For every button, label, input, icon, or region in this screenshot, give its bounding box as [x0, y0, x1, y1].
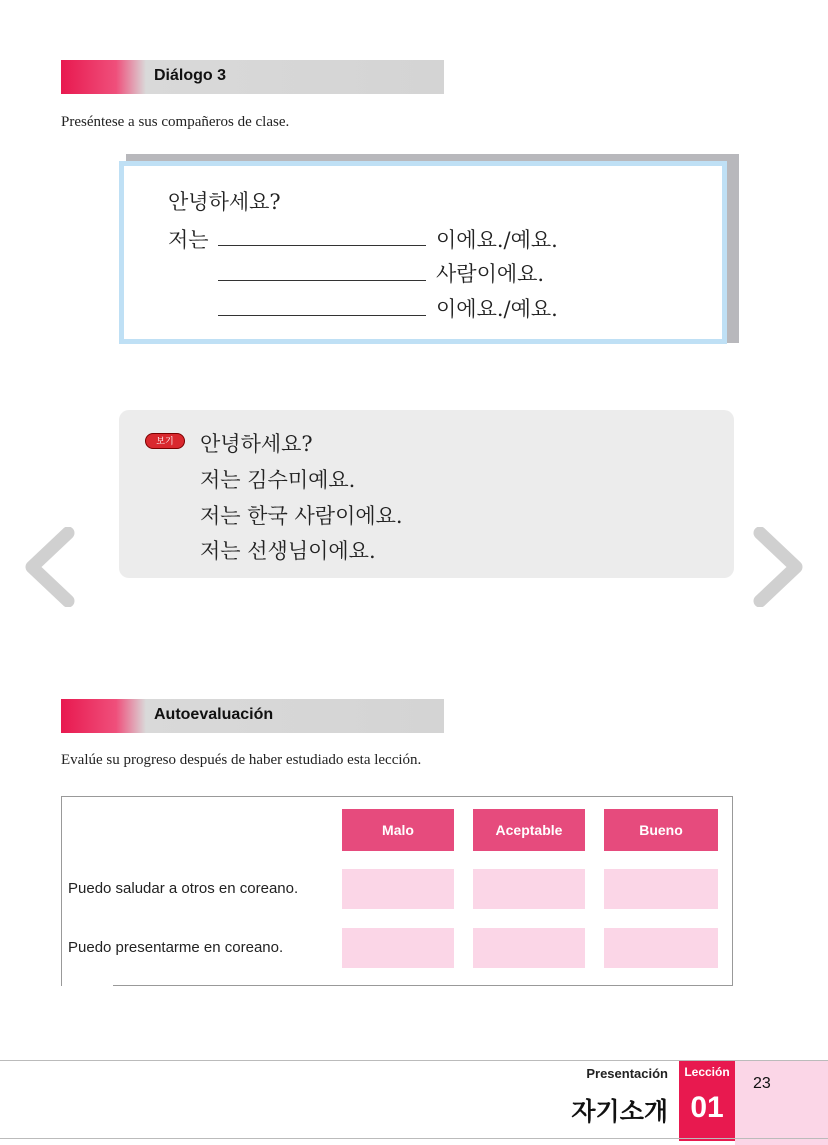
autoevaluacion-header-text: Autoevaluación	[154, 706, 274, 723]
evaluation-table-bottom-rule	[113, 985, 733, 986]
footer-bottom-rule	[0, 1138, 828, 1139]
rating-cell-aceptable[interactable]	[473, 928, 585, 968]
example-line: 저는 선생님이에요.	[200, 539, 376, 563]
nationality-blank-line[interactable]	[218, 280, 426, 281]
evaluation-row-label: Puedo presentarme en coreano.	[68, 939, 284, 956]
column-header-malo: Malo	[342, 809, 454, 851]
lesson-badge	[679, 1061, 735, 1141]
footer-page-strip	[735, 1061, 828, 1145]
dialog-line3-suffix: 이에요./예요.	[436, 297, 558, 321]
autoevaluacion-section-header	[61, 699, 444, 733]
rating-cell-bueno[interactable]	[604, 928, 718, 968]
dialog-line1-suffix: 이에요./예요.	[436, 228, 558, 252]
footer-section-name: Presentación	[586, 1066, 668, 1081]
rating-cell-aceptable[interactable]	[473, 869, 585, 909]
page-number: 23	[753, 1075, 771, 1092]
autoevaluacion-instruction: Evalúe su progreso después de haber estudiado esta lección.	[61, 752, 422, 768]
column-header-aceptable: Aceptable	[473, 809, 585, 851]
dialogo-section-header	[61, 60, 444, 94]
rating-cell-bueno[interactable]	[604, 869, 718, 909]
dialogo-header-text: Diálogo 3	[154, 67, 227, 84]
dialog-greeting: 안녕하세요?	[168, 190, 281, 214]
name-blank-line[interactable]	[218, 245, 426, 246]
chevron-right-icon[interactable]	[750, 527, 810, 607]
example-badge: 보기	[145, 433, 185, 449]
column-header-bueno: Bueno	[604, 809, 718, 851]
example-line: 안녕하세요?	[200, 432, 313, 456]
lesson-number: 01	[690, 1091, 724, 1124]
footer-lesson-title: 자기소개	[571, 1097, 668, 1126]
chevron-left-icon[interactable]	[18, 527, 78, 607]
dialog-line1-prefix: 저는	[168, 228, 209, 252]
evaluation-row-label: Puedo saludar a otros en coreano.	[68, 880, 299, 897]
occupation-blank-line[interactable]	[218, 315, 426, 316]
rating-cell-malo[interactable]	[342, 869, 454, 909]
example-line: 저는 한국 사람이에요.	[200, 504, 403, 528]
rating-cell-malo[interactable]	[342, 928, 454, 968]
example-line: 저는 김수미예요.	[200, 468, 356, 492]
dialog-line2-suffix: 사람이에요.	[436, 262, 545, 286]
dialogo-instruction: Preséntese a sus compañeros de clase.	[61, 114, 290, 130]
lesson-label: Lección	[684, 1065, 730, 1079]
